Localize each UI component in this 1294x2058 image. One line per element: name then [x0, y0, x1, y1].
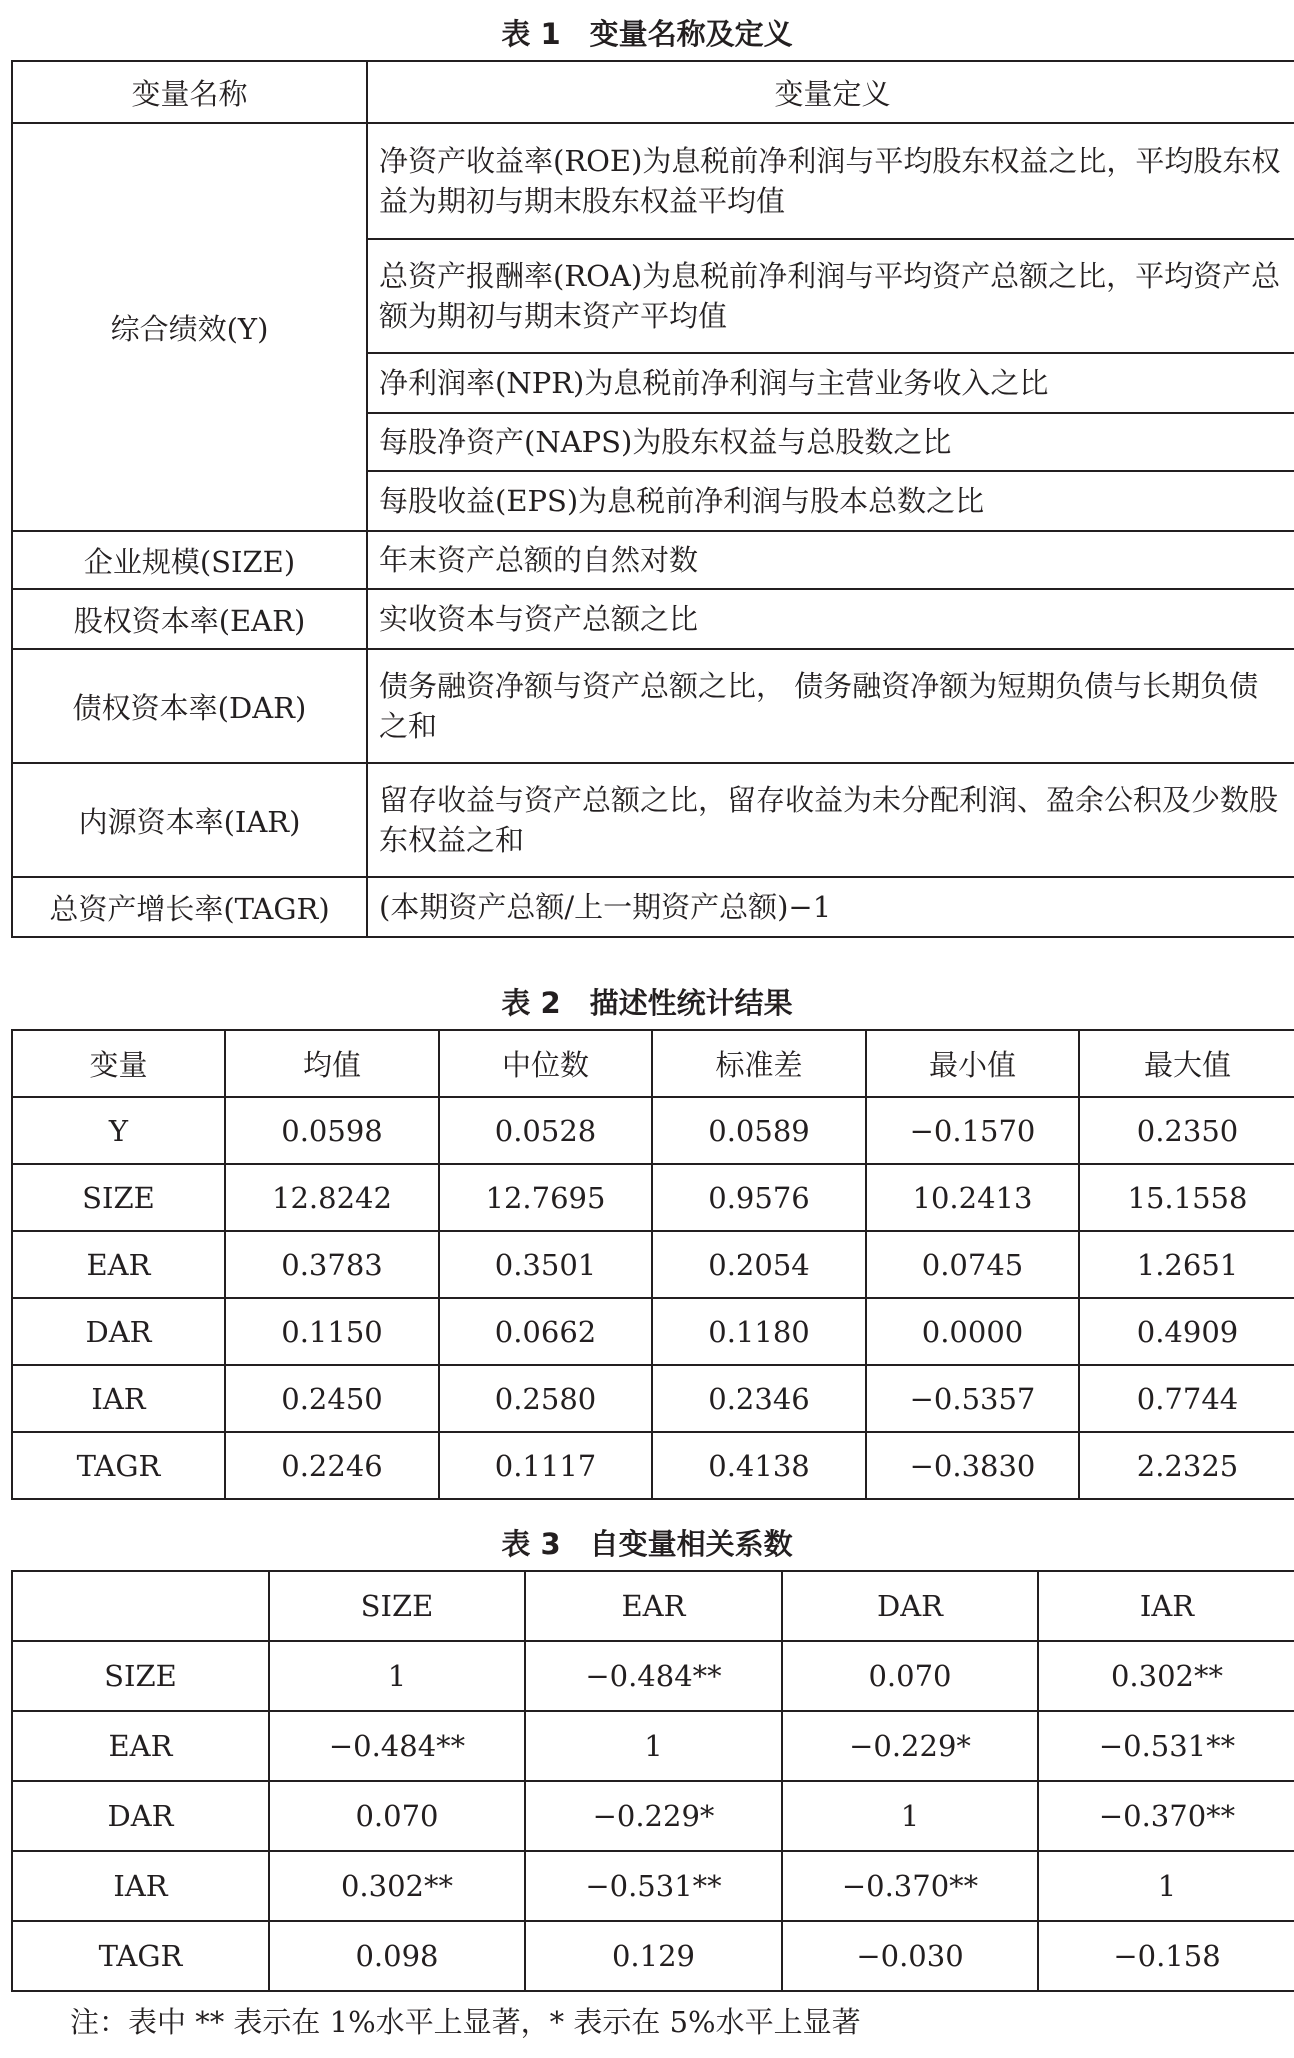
table2-cell: 12.8242 — [225, 1164, 439, 1231]
table2-cell: 0.3501 — [439, 1231, 652, 1298]
table2-cell: 0.0000 — [866, 1298, 1079, 1365]
table3-cell: SIZE — [12, 1641, 269, 1711]
table2-header-median: 中位数 — [439, 1030, 652, 1097]
table1-y-def-roa: 总资产报酬率(ROA)为息税前净利润与平均资产总额之比，平均资产总额为期初与期末资产平均值 — [367, 239, 1294, 353]
table3-cell: TAGR — [12, 1921, 269, 1991]
table-row — [12, 1711, 1294, 1781]
table2-cell: 0.2246 — [225, 1432, 439, 1499]
table1-y-def-naps: 每股净资产(NAPS)为股东权益与总股数之比 — [367, 413, 1294, 471]
table1-row-ear-name: 股权资本率(EAR) — [12, 589, 367, 649]
table2-cell: 0.2350 — [1079, 1097, 1294, 1164]
table3-header-ear: EAR — [525, 1571, 782, 1641]
table2-cell: 2.2325 — [1079, 1432, 1294, 1499]
table3-cell: IAR — [12, 1851, 269, 1921]
table3-cell: DAR — [12, 1781, 269, 1851]
table1-row-iar-def: 留存收益与资产总额之比，留存收益为未分配利润、盈余公积及少数股东权益之和 — [367, 763, 1294, 877]
table1-row-tagr-name: 总资产增长率(TAGR) — [12, 877, 367, 937]
table2-cell: 0.2450 — [225, 1365, 439, 1432]
table2-cell: 0.0589 — [652, 1097, 866, 1164]
table2-cell: −0.3830 — [866, 1432, 1079, 1499]
table2-header-max: 最大值 — [1079, 1030, 1294, 1097]
table2-cell: DAR — [12, 1298, 225, 1365]
table3-cell: 0.070 — [782, 1641, 1038, 1711]
table2-header-variable: 变量 — [12, 1030, 225, 1097]
table1-row-tagr-def: (本期资产总额/上一期资产总额)−1 — [367, 877, 1294, 937]
table2-cell: 0.4138 — [652, 1432, 866, 1499]
table3-cell: −0.229* — [525, 1781, 782, 1851]
table2-header-std: 标准差 — [652, 1030, 866, 1097]
table2-cell: 0.0745 — [866, 1231, 1079, 1298]
table2-cell: Y — [12, 1097, 225, 1164]
table3-caption: 表 3 自变量相关系数 — [501, 1527, 793, 1561]
table2-cell: 0.9576 — [652, 1164, 866, 1231]
table1-row-dar-def: 债务融资净额与资产总额之比， 债务融资净额为短期负债与长期负债之和 — [367, 649, 1294, 763]
table2-cell: 0.1117 — [439, 1432, 652, 1499]
table2-cell: EAR — [12, 1231, 225, 1298]
table1-header-name: 变量名称 — [12, 61, 367, 123]
table2 — [11, 1029, 1294, 1500]
table3-cell: −0.484** — [269, 1711, 525, 1781]
table2-cell: 1.2651 — [1079, 1231, 1294, 1298]
table-row — [12, 1851, 1294, 1921]
table3-header-iar: IAR — [1038, 1571, 1294, 1641]
table3 — [11, 1570, 1294, 1992]
table2-cell: 12.7695 — [439, 1164, 652, 1231]
table2-cell: 0.0528 — [439, 1097, 652, 1164]
table1-row-size-def: 年末资产总额的自然对数 — [367, 531, 1294, 589]
table-row — [12, 1921, 1294, 1991]
table2-cell: TAGR — [12, 1432, 225, 1499]
table1-y-def-eps: 每股收益(EPS)为息税前净利润与股本总数之比 — [367, 471, 1294, 531]
table3-cell: 1 — [269, 1641, 525, 1711]
table2-cell: −0.5357 — [866, 1365, 1079, 1432]
table2-cell: 0.2054 — [652, 1231, 866, 1298]
table2-header-mean: 均值 — [225, 1030, 439, 1097]
table3-note: 注：表中 ** 表示在 1%水平上显著，* 表示在 5%水平上显著 — [70, 2005, 861, 2039]
table3-cell: 1 — [1038, 1851, 1294, 1921]
table3-cell: 0.302** — [1038, 1641, 1294, 1711]
table2-cell: IAR — [12, 1365, 225, 1432]
table-row — [12, 1164, 1294, 1231]
table1-row-size-name: 企业规模(SIZE) — [12, 531, 367, 589]
table2-cell: 0.1180 — [652, 1298, 866, 1365]
table2-header-min: 最小值 — [866, 1030, 1079, 1097]
table3-cell: 0.129 — [525, 1921, 782, 1991]
table2-cell: SIZE — [12, 1164, 225, 1231]
table1-y-name: 综合绩效(Y) — [12, 123, 367, 531]
table3-header-size: SIZE — [269, 1571, 525, 1641]
table2-cell: 0.1150 — [225, 1298, 439, 1365]
table1-header-definition: 变量定义 — [367, 61, 1294, 123]
table2-cell: 0.3783 — [225, 1231, 439, 1298]
table3-cell: EAR — [12, 1711, 269, 1781]
table3-cell: −0.158 — [1038, 1921, 1294, 1991]
table-row — [12, 1298, 1294, 1365]
table3-cell: 0.098 — [269, 1921, 525, 1991]
table3-cell: −0.370** — [1038, 1781, 1294, 1851]
table2-cell: 10.2413 — [866, 1164, 1079, 1231]
table3-cell: −0.484** — [525, 1641, 782, 1711]
table2-cell: 0.2346 — [652, 1365, 866, 1432]
table-row — [12, 1641, 1294, 1711]
table1-y-def-npr: 净利润率(NPR)为息税前净利润与主营业务收入之比 — [367, 353, 1294, 413]
table-row — [12, 1781, 1294, 1851]
table3-cell: 1 — [782, 1781, 1038, 1851]
table3-cell: −0.030 — [782, 1921, 1038, 1991]
table-row — [12, 1231, 1294, 1298]
table3-cell: 0.302** — [269, 1851, 525, 1921]
table1-caption: 表 1 变量名称及定义 — [501, 17, 793, 51]
table-row — [12, 1432, 1294, 1499]
table-row — [12, 1365, 1294, 1432]
table2-cell: 0.7744 — [1079, 1365, 1294, 1432]
table3-cell: −0.531** — [1038, 1711, 1294, 1781]
table-row — [12, 1097, 1294, 1164]
table1-row-ear-def: 实收资本与资产总额之比 — [367, 589, 1294, 649]
table2-cell: 0.2580 — [439, 1365, 652, 1432]
table3-cell: −0.531** — [525, 1851, 782, 1921]
table3-cell: −0.229* — [782, 1711, 1038, 1781]
table3-header-corner — [12, 1571, 269, 1641]
table2-caption: 表 2 描述性统计结果 — [501, 986, 793, 1020]
table2-cell: 0.4909 — [1079, 1298, 1294, 1365]
table3-cell: 0.070 — [269, 1781, 525, 1851]
table1-row-dar-name: 债权资本率(DAR) — [12, 649, 367, 763]
table2-cell: 0.0598 — [225, 1097, 439, 1164]
table1 — [11, 60, 1294, 938]
table3-header-dar: DAR — [782, 1571, 1038, 1641]
table2-cell: −0.1570 — [866, 1097, 1079, 1164]
table3-cell: 1 — [525, 1711, 782, 1781]
table3-cell: −0.370** — [782, 1851, 1038, 1921]
table1-row-iar-name: 内源资本率(IAR) — [12, 763, 367, 877]
table2-cell: 0.0662 — [439, 1298, 652, 1365]
table2-cell: 15.1558 — [1079, 1164, 1294, 1231]
table1-y-def-roe: 净资产收益率(ROE)为息税前净利润与平均股东权益之比，平均股东权益为期初与期末股东权益平均值 — [367, 123, 1294, 239]
